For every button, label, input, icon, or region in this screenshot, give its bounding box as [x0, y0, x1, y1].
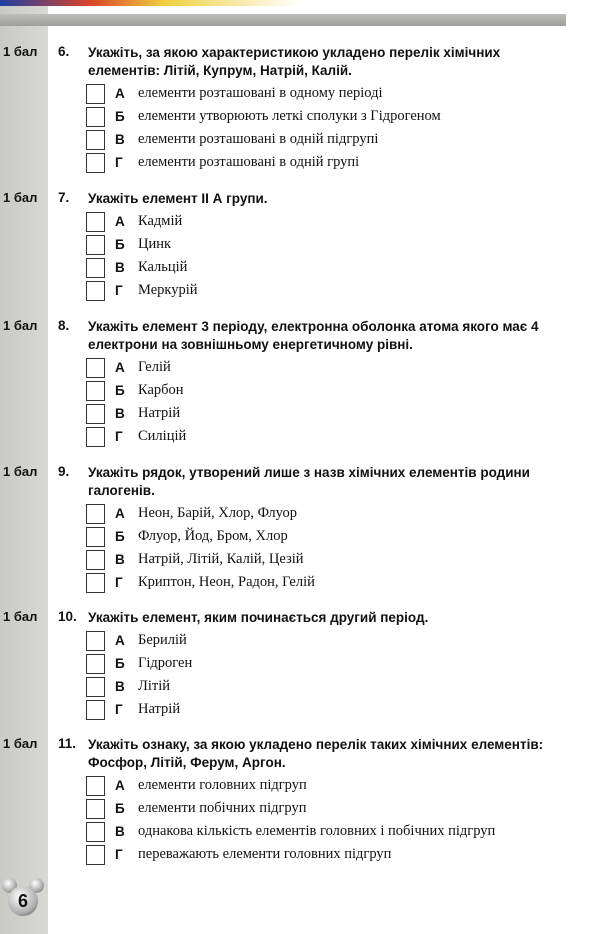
option-letter: Г: [115, 702, 123, 717]
page-number-badge: [6, 878, 40, 912]
answer-checkbox[interactable]: [86, 700, 105, 720]
option-letter: Г: [115, 283, 123, 298]
option-letter: А: [115, 778, 125, 793]
option-letter: Б: [115, 109, 125, 124]
answer-option[interactable]: [86, 822, 586, 844]
answer-option[interactable]: [86, 258, 586, 280]
option-text: Кадмій: [138, 213, 183, 229]
answer-checkbox[interactable]: [86, 550, 105, 570]
option-text: елементи головних підгруп: [138, 777, 307, 793]
option-letter: А: [115, 633, 125, 648]
answer-checkbox[interactable]: [86, 504, 105, 524]
answer-checkbox[interactable]: [86, 235, 105, 255]
option-text: елементи розташовані в одній підгрупі: [138, 131, 379, 147]
answer-option[interactable]: [86, 235, 586, 257]
answer-checkbox[interactable]: [86, 822, 105, 842]
option-letter: А: [115, 506, 125, 521]
answer-option[interactable]: [86, 84, 586, 106]
answer-option[interactable]: [86, 700, 586, 722]
question-number: 10.: [58, 609, 77, 624]
answer-checkbox[interactable]: [86, 845, 105, 865]
question-number: 9.: [58, 464, 70, 479]
option-text: Гелій: [138, 359, 171, 375]
option-letter: А: [115, 86, 125, 101]
option-letter: Г: [115, 155, 123, 170]
option-text: Гідроген: [138, 655, 193, 671]
option-text: Неон, Барій, Хлор, Флуор: [138, 505, 298, 521]
option-text: Карбон: [138, 382, 184, 398]
answer-checkbox[interactable]: [86, 358, 105, 378]
points-label: 1 бал: [3, 318, 38, 333]
answer-checkbox[interactable]: [86, 258, 105, 278]
option-letter: В: [115, 406, 125, 421]
question-text: Укажіть елемент II А групи.: [88, 191, 268, 206]
option-letter: Б: [115, 656, 125, 671]
points-label: 1 бал: [3, 44, 38, 59]
answer-checkbox[interactable]: [86, 404, 105, 424]
option-text: Натрій: [138, 405, 181, 421]
answer-option[interactable]: [86, 845, 586, 867]
option-letter: В: [115, 824, 125, 839]
answer-option[interactable]: [86, 107, 586, 129]
top-header-bar: [0, 14, 566, 26]
option-text: Меркурій: [138, 282, 198, 298]
answer-checkbox[interactable]: [86, 573, 105, 593]
answer-option[interactable]: [86, 212, 586, 234]
answer-option[interactable]: [86, 427, 586, 449]
page-number: 6: [8, 886, 38, 916]
question-text: Укажіть ознаку, за якою укладено перелік таких хімічних елементів: Фосфор, Літій, Ферум, Аргон.: [88, 737, 544, 770]
question-number: 11.: [58, 736, 77, 751]
answer-checkbox[interactable]: [86, 631, 105, 651]
answer-checkbox[interactable]: [86, 212, 105, 232]
answer-checkbox[interactable]: [86, 281, 105, 301]
option-letter: Б: [115, 529, 125, 544]
answer-checkbox[interactable]: [86, 381, 105, 401]
answer-checkbox[interactable]: [86, 527, 105, 547]
answer-option[interactable]: [86, 527, 586, 549]
option-text: елементи утворюють леткі сполуки з Гідрогеном: [138, 108, 441, 124]
option-text: Натрій, Літій, Калій, Цезій: [138, 551, 304, 567]
answer-option[interactable]: [86, 550, 586, 572]
points-label: 1 бал: [3, 736, 38, 751]
answer-checkbox[interactable]: [86, 654, 105, 674]
answer-option[interactable]: [86, 381, 586, 403]
answer-checkbox[interactable]: [86, 427, 105, 447]
question-number: 7.: [58, 190, 70, 205]
answer-option[interactable]: [86, 799, 586, 821]
option-letter: А: [115, 214, 125, 229]
points-label: 1 бал: [3, 190, 38, 205]
option-text: переважають елементи головних підгруп: [138, 846, 392, 862]
answer-checkbox[interactable]: [86, 130, 105, 150]
answer-option[interactable]: [86, 776, 586, 798]
option-letter: В: [115, 679, 125, 694]
option-text: Кальцій: [138, 259, 188, 275]
points-label: 1 бал: [3, 464, 38, 479]
answer-option[interactable]: [86, 130, 586, 152]
question-text: Укажіть елемент, яким починається другий період.: [88, 610, 429, 625]
answer-checkbox[interactable]: [86, 799, 105, 819]
answer-option[interactable]: [86, 654, 586, 676]
option-text: Криптон, Неон, Радон, Гелій: [138, 574, 315, 590]
answer-option[interactable]: [86, 573, 586, 595]
option-letter: В: [115, 260, 125, 275]
option-text: Силіцій: [138, 428, 187, 444]
points-label: 1 бал: [3, 609, 38, 624]
option-letter: Г: [115, 847, 123, 862]
option-letter: В: [115, 552, 125, 567]
option-letter: Б: [115, 801, 125, 816]
option-text: Цинк: [138, 236, 172, 252]
option-letter: А: [115, 360, 125, 375]
option-letter: Г: [115, 575, 123, 590]
option-letter: Б: [115, 383, 125, 398]
option-text: елементи розташовані в одному періоді: [138, 85, 383, 101]
answer-checkbox[interactable]: [86, 677, 105, 697]
question-text: Укажіть, за якою характеристикою укладено перелік хімічних елементів: Літій, Купрум, Натрій, Калій.: [88, 45, 501, 78]
option-text: Флуор, Йод, Бром, Хлор: [138, 528, 288, 544]
answer-option[interactable]: [86, 504, 586, 526]
option-letter: Б: [115, 237, 125, 252]
top-color-stripe: [0, 0, 300, 6]
answer-option[interactable]: [86, 677, 586, 699]
option-text: однакова кількість елементів головних і побічних підгруп: [138, 823, 496, 839]
option-text: Берилій: [138, 632, 187, 648]
option-text: Літій: [138, 678, 170, 694]
option-letter: В: [115, 132, 125, 147]
option-letter: Г: [115, 429, 123, 444]
option-text: елементи побічних підгруп: [138, 800, 307, 816]
question-number: 8.: [58, 318, 70, 333]
answer-checkbox[interactable]: [86, 107, 105, 127]
option-text: елементи розташовані в одній групі: [138, 154, 360, 170]
question-number: 6.: [58, 44, 70, 59]
answer-option[interactable]: [86, 631, 586, 653]
answer-option[interactable]: [86, 281, 586, 303]
answer-checkbox[interactable]: [86, 776, 105, 796]
question-text: Укажіть рядок, утворений лише з назв хімічних елементів родини галогенів.: [88, 465, 530, 498]
answer-option[interactable]: [86, 358, 586, 380]
answer-option[interactable]: [86, 404, 586, 426]
answer-checkbox[interactable]: [86, 153, 105, 173]
answer-option[interactable]: [86, 153, 586, 175]
option-text: Натрій: [138, 701, 181, 717]
answer-checkbox[interactable]: [86, 84, 105, 104]
question-text: Укажіть елемент 3 періоду, електронна оболонка атома якого має 4 електрони на зовнішньому енергетичному рівні.: [88, 319, 539, 352]
